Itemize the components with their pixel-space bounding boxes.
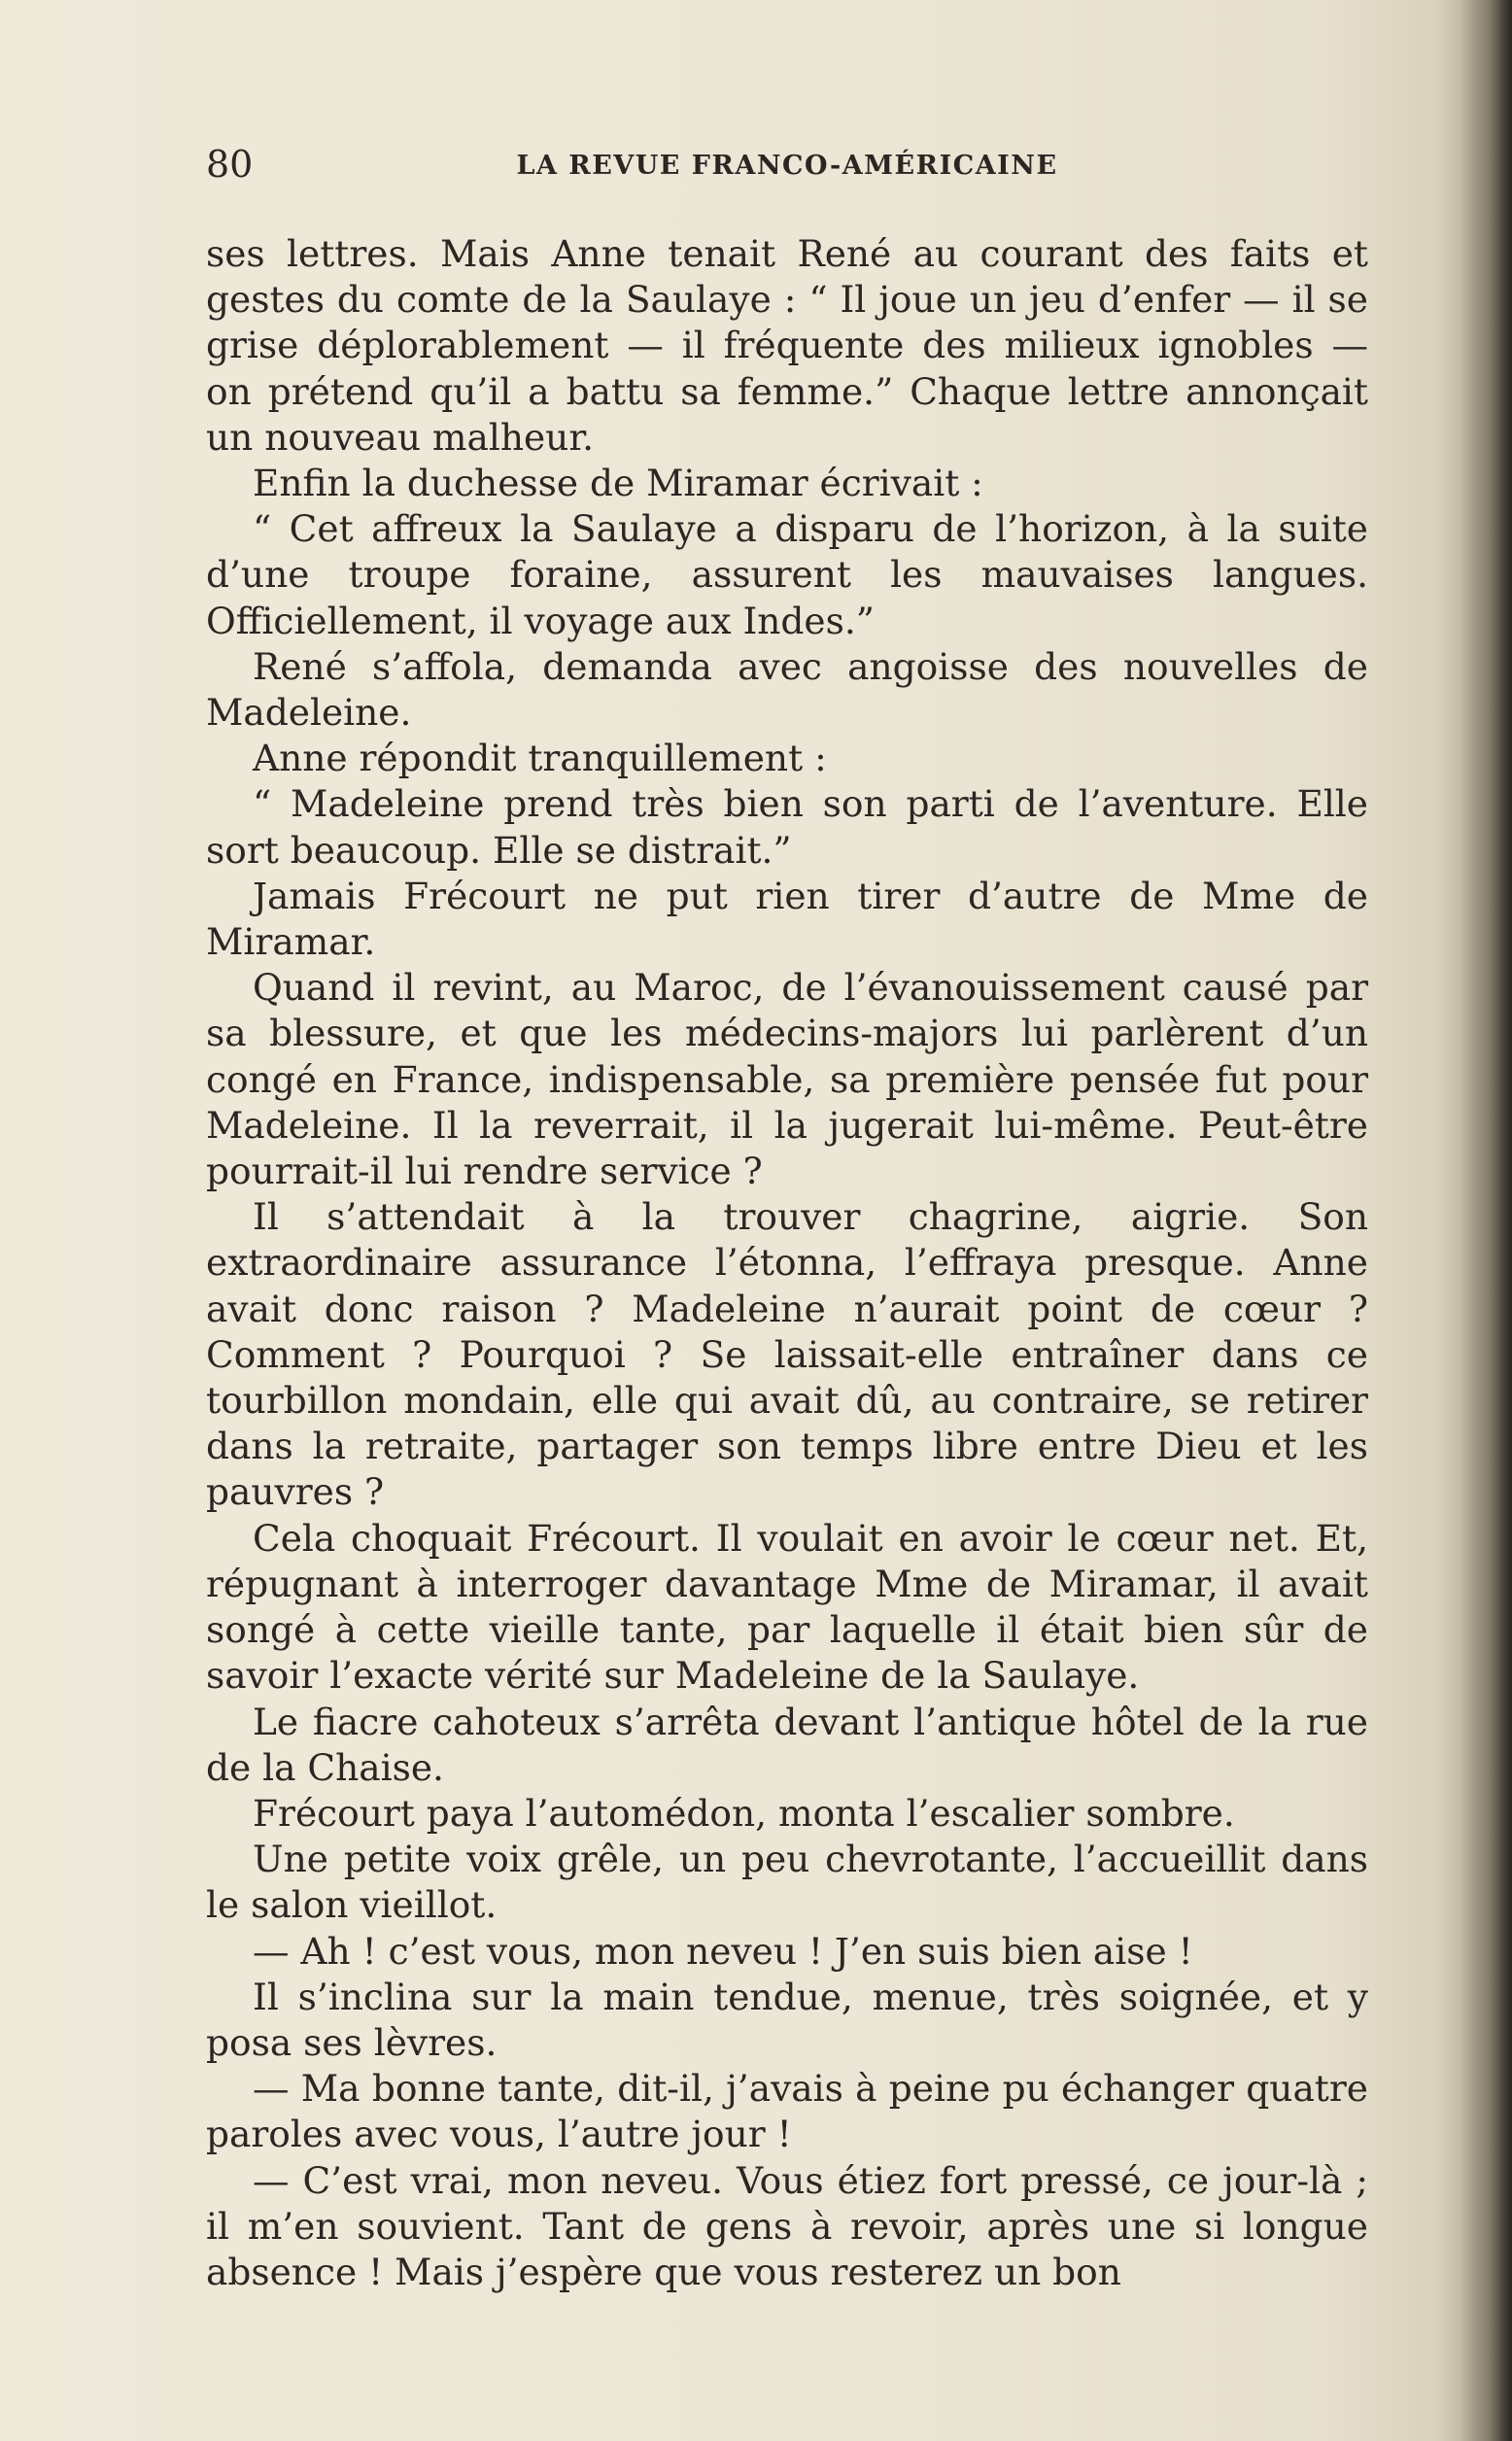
paragraph: Jamais Frécourt ne put rien tirer d’autre de Mme de Miramar. xyxy=(206,874,1368,964)
paragraph: — Ah ! c’est vous, mon neveu ! J’en suis bien aise ! xyxy=(253,1929,1193,1973)
page-header xyxy=(206,142,1368,187)
paragraph: Quand il revint, au Maroc, de l’évanouissement causé par sa blessure, et que les médecins-majors lui parlèrent d’un congé en France, indispensable, sa première pensée fut pour Madeleine. Il la reverrait, il la jugerait lui-même. Peut-être pourrait-il lui rendre service ? xyxy=(206,966,1368,1193)
paragraph: Anne répondit tranquillement : xyxy=(253,737,827,780)
body-text xyxy=(206,231,1368,2295)
paragraph: “ Cet affreux la Saulaye a disparu de l’horizon, à la suite d’une troupe foraine, assurent les mauvaises langues. Officiellement, il voyage aux Indes.” xyxy=(206,507,1368,642)
running-title: LA REVUE FRANCO-AMÉRICAINE xyxy=(516,151,1058,181)
paragraph: — Ma bonne tante, dit-il, j’avais à peine pu échanger quatre paroles avec vous, l’autre jour ! xyxy=(206,2067,1368,2156)
paragraph: Frécourt paya l’automédon, monta l’escalier sombre. xyxy=(253,1791,1235,1835)
binding-shadow xyxy=(1460,0,1512,2441)
paragraph: René s’affola, demanda avec angoisse des nouvelles de Madeleine. xyxy=(206,644,1368,735)
paragraph: Cela choquait Frécourt. Il voulait en avoir le cœur net. Et, répugnant à interroger davantage Mme de Miramar, il avait songé à cette vieille tante, par laquelle il était bien sûr de savoir l’exacte vérité sur Madeleine de la Saulaye. xyxy=(206,1516,1368,1698)
paragraph: Il s’attendait à la trouver chagrine, aigrie. Son extraordinaire assurance l’étonna, l’effraya presque. Anne avait donc raison ? Madeleine n’aurait point de cœur ? Comment ? Pourquoi ? Se laissait-elle entraîner dans ce tourbillon mondain, elle qui avait dû, au contraire, se retirer dans la retraite, partager son temps libre entre Dieu et les pauvres ? xyxy=(206,1195,1368,1514)
paragraph: Une petite voix grêle, un peu chevrotante, l’accueillit dans le salon vieillot. xyxy=(206,1838,1368,1927)
page-number: 80 xyxy=(206,143,254,186)
paragraph: ses lettres. Mais Anne tenait René au courant des faits et gestes du comte de la Saulaye : “ Il joue un jeu d’enfer — il se grise déplorablement — il fréquente des milieux ignobles — on prétend qu’il a battu sa femme.” Chaque lettre annonçait un nouveau malheur. xyxy=(206,232,1368,459)
paragraph: Le fiacre cahoteux s’arrêta devant l’antique hôtel de la rue de la Chaise. xyxy=(206,1700,1368,1789)
paragraph: Il s’inclina sur la main tendue, menue, très soignée, et y posa ses lèvres. xyxy=(206,1975,1368,2064)
paragraph: — C’est vrai, mon neveu. Vous étiez fort pressé, ce jour-là ; il m’en souvient. Tant de gens à revoir, après une si longue absence ! Mais j’espère que vous resterez un bon xyxy=(206,2158,1368,2293)
paragraph: Enfin la duchesse de Miramar écrivait : xyxy=(253,462,983,505)
paragraph: “ Madeleine prend très bien son parti de l’aventure. Elle sort beaucoup. Elle se distrait.” xyxy=(206,782,1368,872)
